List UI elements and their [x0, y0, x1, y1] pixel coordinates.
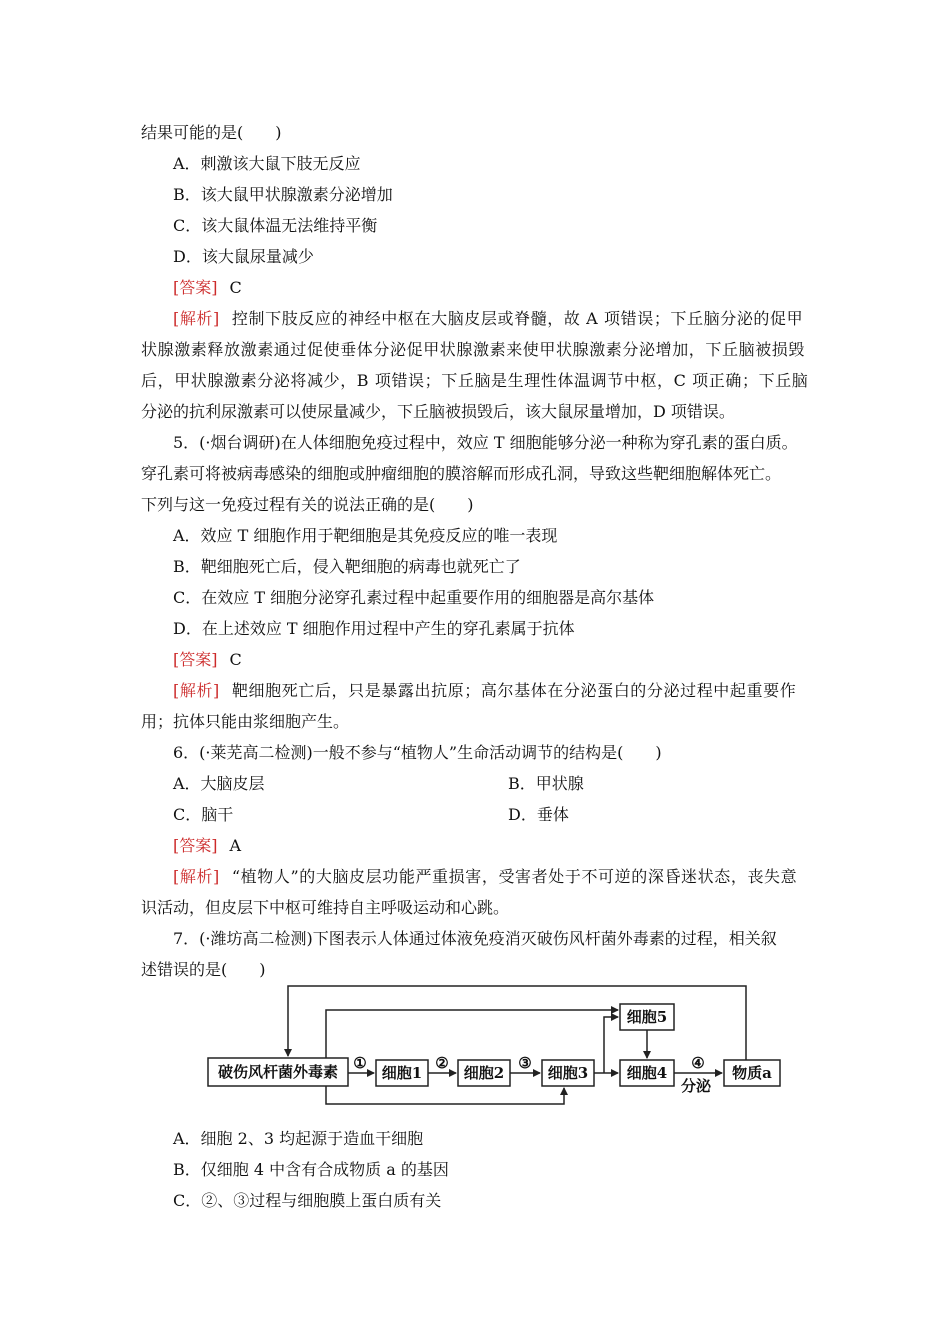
analysis-tag: [解析]: [173, 867, 220, 886]
q4-analysis-line: 后，甲状腺激素分泌将减少，B 项错误；下丘脑是生理性体温调节中枢，C 项正确；下丘脑: [141, 371, 809, 390]
analysis-text: “植物人”的大脑皮层功能严重损害，受害者处于不可逆的深昏迷状态，丧失意: [231, 867, 798, 886]
q6-option-b: B．甲状腺: [508, 774, 584, 793]
answer-tag: [答案]: [173, 650, 218, 669]
arrow-toxin-cell3: [326, 1086, 564, 1104]
q4-option-d: D．该大鼠尿量减少: [173, 247, 314, 266]
cell3-label: 细胞3: [547, 1064, 589, 1082]
q5-answer: [173, 650, 242, 670]
q7-option-a: A．细胞 2、3 均起源于造血干细胞: [173, 1129, 424, 1148]
toxin-label: 破伤风杆菌外毒素: [217, 1063, 339, 1081]
answer-value: C: [229, 650, 242, 669]
cell1-label: 细胞1: [381, 1064, 423, 1082]
q4-answer: [173, 278, 242, 298]
step2-label: ②: [435, 1054, 449, 1072]
q4-stem-tail: 结果可能的是( ): [141, 123, 282, 142]
arrow-toxin-cell5: [326, 1010, 618, 1058]
q5-stem-line: 下列与这一免疫过程有关的说法正确的是( ): [141, 495, 474, 514]
answer-tag: [答案]: [173, 836, 218, 855]
cell5-label: 细胞5: [626, 1008, 668, 1026]
q4-option-b: B．该大鼠甲状腺激素分泌增加: [173, 185, 393, 204]
q4-option-c: C．该大鼠体温无法维持平衡: [173, 216, 378, 235]
q5-option-a: A．效应 T 细胞作用于靶细胞是其免疫反应的唯一表现: [173, 526, 558, 545]
q5-analysis-line: [173, 681, 796, 701]
q6-option-a: A．大脑皮层: [173, 774, 265, 793]
q5-analysis-line: 用；抗体只能由浆细胞产生。: [141, 712, 350, 731]
q6-stem: 6．(·莱芜高二检测)一般不参与“植物人”生命活动调节的结构是( ): [173, 743, 662, 762]
q4-option-a: A．刺激该大鼠下肢无反应: [173, 154, 361, 173]
q7-option-c: C．②、③过程与细胞膜上蛋白质有关: [173, 1191, 442, 1210]
arrow-substance-toxin: [288, 986, 746, 1060]
analysis-tag: [解析]: [173, 681, 220, 700]
cell4-label: 细胞4: [626, 1064, 668, 1082]
immune-process-diagram: [200, 980, 800, 1120]
q5-option-d: D．在上述效应 T 细胞作用过程中产生的穿孔素属于抗体: [173, 619, 575, 638]
q6-option-c: C．脑干: [173, 805, 234, 824]
q6-analysis-line: [173, 867, 797, 887]
analysis-text: 靶细胞死亡后，只是暴露出抗原；高尔基体在分泌蛋白的分泌过程中起重要作: [231, 681, 797, 700]
q5-stem-line: 5．(·烟台调研)在人体细胞免疫过程中，效应 T 细胞能够分泌一种称为穿孔素的蛋白质。: [173, 433, 798, 452]
substance-a-label: 物质a: [732, 1064, 772, 1082]
q5-option-b: B．靶细胞死亡后，侵入靶细胞的病毒也就死亡了: [173, 557, 521, 576]
analysis-tag: [解析]: [173, 309, 220, 328]
cell2-label: 细胞2: [463, 1064, 505, 1082]
analysis-text: 控制下肢反应的神经中枢在大脑皮层或脊髓，故 A 项错误；下丘脑分泌的促甲: [231, 309, 804, 328]
secrete-label: 分泌: [680, 1077, 712, 1095]
step4-label: ④: [691, 1054, 705, 1072]
arrow-cell3-cell5: [604, 1017, 618, 1073]
q7-stem-line: 述错误的是( ): [141, 960, 266, 979]
step3-label: ③: [518, 1054, 532, 1072]
answer-value: A: [229, 836, 242, 855]
answer-tag: [答案]: [173, 278, 218, 297]
q4-analysis-line: 状腺激素释放激素通过促使垂体分泌促甲状腺激素来使甲状腺激素分泌增加，下丘脑被损毁: [141, 340, 806, 359]
step1-label: ①: [353, 1054, 367, 1072]
q7-option-b: B．仅细胞 4 中含有合成物质 a 的基因: [173, 1160, 449, 1179]
q6-option-d: D．垂体: [508, 805, 569, 824]
q5-stem-line: 穿孔素可将被病毒感染的细胞或肿瘤细胞的膜溶解而形成孔洞，导致这些靶细胞解体死亡。: [141, 464, 782, 483]
q4-analysis-line: [173, 309, 803, 329]
q5-option-c: C．在效应 T 细胞分泌穿孔素过程中起重要作用的细胞器是高尔基体: [173, 588, 655, 607]
answer-value: C: [229, 278, 242, 297]
q7-stem-line: 7．(·潍坊高二检测)下图表示人体通过体液免疫消灭破伤风杆菌外毒素的过程，相关叙: [173, 929, 777, 948]
q6-answer: [173, 836, 241, 856]
q6-analysis-line: 识活动，但皮层下中枢可维持自主呼吸运动和心跳。: [141, 898, 510, 917]
q4-analysis-line: 分泌的抗利尿激素可以使尿量减少，下丘脑被损毁后，该大鼠尿量增加，D 项错误。: [141, 402, 735, 421]
